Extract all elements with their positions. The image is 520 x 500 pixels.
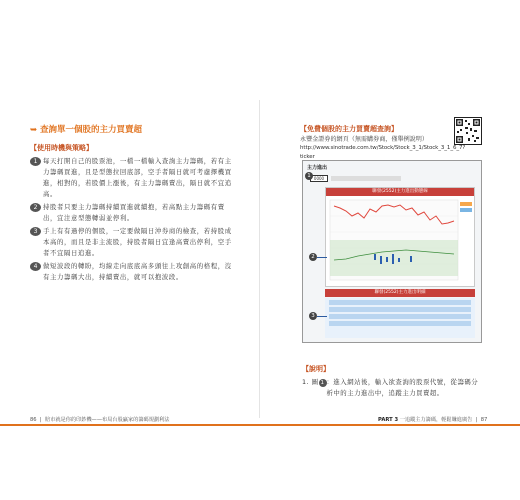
item-text: 手上有有過停的個股，一定要做隔日沖券商的檢查，若持股成本高的，而且是非主流股，持股者隔日宜逢高賣出停利，空手者不宜隔日追進。: [43, 227, 232, 257]
stock-code-input: 0000: [310, 175, 328, 182]
callout-1: 1: [305, 172, 313, 180]
list-item: [30, 261, 236, 283]
description: [300, 135, 466, 162]
number-badge: 2: [30, 203, 41, 212]
list-item: [30, 156, 236, 200]
search-bar: [331, 176, 401, 181]
book-title: 賠市就是你的印鈔機——布局台股贏家的籌碼規劃利法: [44, 417, 170, 423]
right-footer: PART 3 一追蹤主力籌碼，輕鬆賺進廣告 | 87: [378, 417, 488, 423]
explanation: [302, 364, 482, 399]
screenshot-title: 主力進出: [307, 165, 328, 171]
number-badge: 3: [30, 227, 41, 236]
item-text: 做短波段的轉盼，均線走向底底高多頭往上攻創高的格程，沒有主力籌碼大出，持續賣出，就可以抱波段。: [43, 262, 232, 281]
chart-header: 聯發(2552)主力進出動態線: [326, 188, 474, 196]
explain-prefix: 1. 圖: [302, 378, 319, 386]
explain-item: [302, 377, 482, 399]
desc-line: 永豐金證券的網頁（無需購券商，僅舉例說明）: [300, 136, 428, 143]
table-row: [329, 307, 471, 312]
table-row: [329, 300, 471, 305]
website-screenshot: [302, 160, 482, 343]
usage-heading: 【使用時機與策略】: [30, 144, 93, 152]
strategy-list: [30, 156, 236, 285]
page-number: 86: [30, 417, 37, 423]
item-text: 每天打開自己的股票池，一檔一檔輸入查詢主力籌碼，若有主力籌碼買進，且是型態拉回底部，空手者隔日就可考慮擇機買進，相對的，若股價上漲後，有主力籌碼賣出，隔日就不宜追高。: [43, 157, 232, 198]
page-number: 87: [480, 417, 488, 423]
url-text: http://www.sinotrade.com.tw/Stock/Stock_3_1/Stock_3_1_6_7?ticker: [300, 145, 466, 160]
number-badge: 1: [30, 157, 41, 166]
main-force-chart: [326, 196, 474, 286]
section-heading: ➥ 查詢單一個股的主力買賣超: [30, 125, 143, 135]
list-item: [30, 202, 236, 224]
qr-code: [454, 117, 482, 145]
free-query-heading: 【免費個股的主力買賣超查詢】: [300, 125, 398, 133]
callout-2-line: [317, 257, 327, 258]
chapter-title: 一追蹤主力籌碼，輕鬆賺進廣告: [399, 417, 473, 423]
chart-frame: [325, 187, 475, 287]
footer-rule: [0, 424, 260, 426]
number-badge: 1: [320, 380, 325, 386]
part-label: PART 3: [378, 417, 399, 423]
callout-3-line: [317, 316, 327, 317]
explain-heading: 【說明】: [302, 365, 330, 373]
arrow-icon: ➥: [30, 125, 38, 135]
callout-3: 3: [309, 312, 317, 320]
number-badge: 4: [30, 262, 41, 271]
item-text: 持股者只要主力籌碼持續買進就續抱，若高點主力籌碼有賣出，宜注意型態轉弱並停利。: [43, 203, 225, 222]
explain-text: ：進入網站後，輸入欲查詢的股票代號，從籌碼分析中的主力進出中，追蹤主力買賣超。: [326, 378, 479, 397]
table-row: [329, 314, 471, 319]
footer-rule: [260, 424, 520, 426]
table-header: 聯發(2552)主力進出明細: [325, 289, 475, 297]
table-row: [329, 321, 471, 326]
left-footer: 86 | 賠市就是你的印鈔機——布局台股贏家的籌碼規劃利法: [30, 417, 170, 423]
callout-2: 2: [309, 253, 317, 261]
list-item: [30, 226, 236, 259]
detail-table: [325, 298, 475, 338]
